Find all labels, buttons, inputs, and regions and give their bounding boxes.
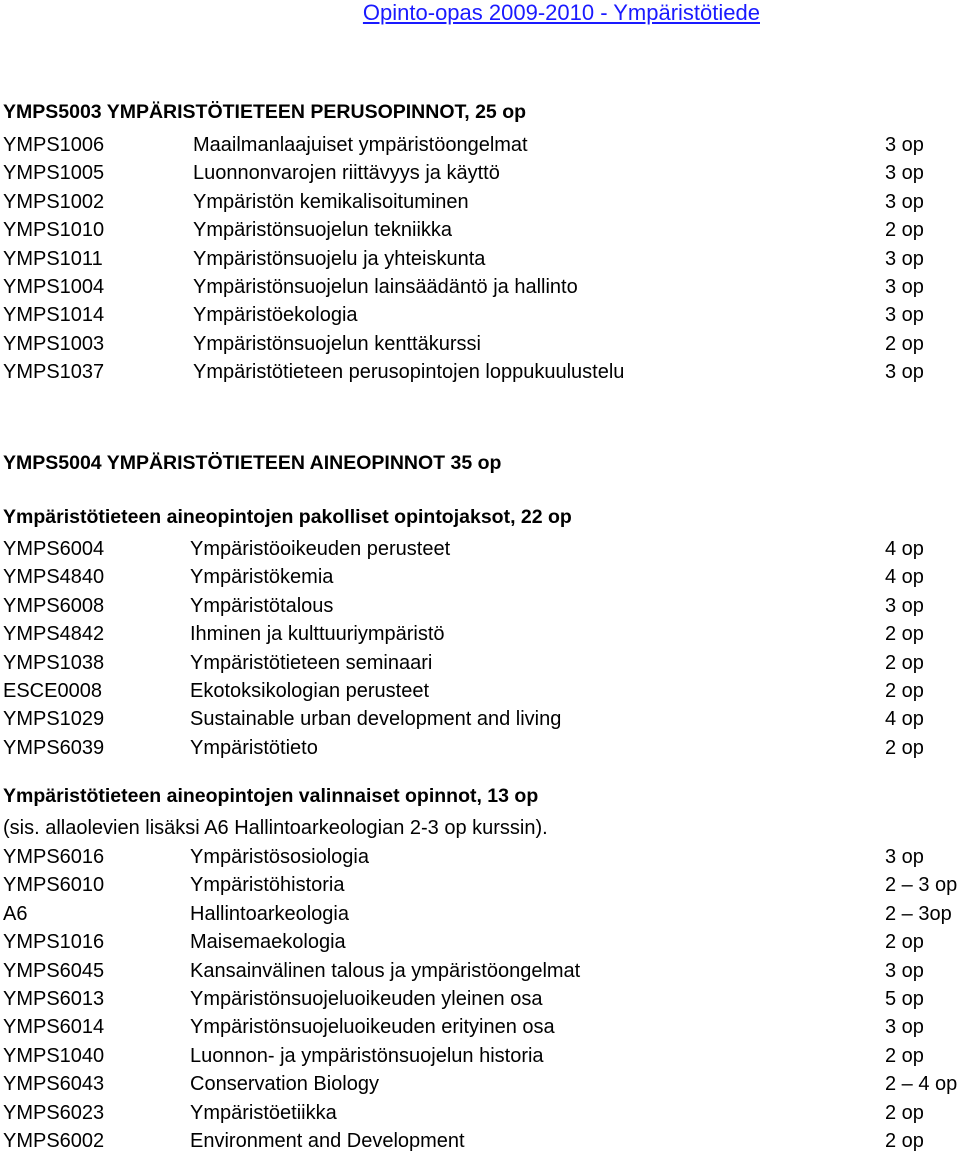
- course-credits: 4 op: [885, 538, 924, 560]
- course-code: YMPS1002: [3, 190, 105, 213]
- course-credits: 2 – 4 op: [885, 1073, 958, 1096]
- course-row: [3, 734, 960, 762]
- course-code: YMPS1003: [3, 332, 105, 355]
- elective-courses-heading: Ympäristötieteen aineopintojen valinnaiset opinnot, 13 op: [3, 785, 539, 807]
- course-code: YMPS1038: [3, 651, 105, 674]
- course-row: [3, 216, 960, 244]
- course-credits: 3 op: [885, 134, 924, 156]
- course-code: YMPS1010: [3, 219, 105, 242]
- course-credits: 5 op: [885, 987, 924, 1010]
- course-name: Ympäristöoikeuden perusteet: [190, 538, 451, 560]
- course-name: Ympäristönsuojeluoikeuden yleinen osa: [190, 987, 543, 1010]
- course-row: [3, 985, 960, 1013]
- course-code: YMPS6002: [3, 1129, 105, 1152]
- course-row: [3, 301, 960, 329]
- course-row: [3, 1127, 960, 1155]
- course-name: Ympäristötieto: [190, 736, 318, 759]
- course-row: [3, 131, 960, 159]
- course-credits: 3 op: [885, 594, 924, 617]
- course-name: Kansainvälinen talous ja ympäristöongelmat: [190, 959, 581, 982]
- course-credits: 2 – 3op: [885, 902, 952, 925]
- intermediate-studies-heading: YMPS5004 YMPÄRISTÖTIETEEN AINEOPINNOT 35 op: [3, 452, 502, 474]
- course-name: Ympäristöetiikka: [190, 1101, 337, 1124]
- course-code: YMPS1037: [3, 361, 105, 384]
- course-code: YMPS6043: [3, 1073, 105, 1096]
- course-name: Ympäristönsuojelu ja yhteiskunta: [193, 247, 486, 270]
- course-row: [3, 957, 960, 985]
- course-row: [3, 330, 960, 358]
- course-code: YMPS1016: [3, 931, 105, 954]
- course-code: YMPS6016: [3, 846, 105, 868]
- course-credits: 2 – 3 op: [885, 874, 958, 897]
- course-credits: 3 op: [885, 247, 924, 270]
- course-name: Conservation Biology: [190, 1073, 379, 1096]
- course-code: YMPS1011: [3, 247, 103, 270]
- course-name: Luonnon- ja ympäristönsuojelun historia: [190, 1044, 544, 1067]
- course-credits: 4 op: [885, 708, 924, 731]
- course-credits: 2 op: [885, 931, 924, 954]
- elective-course-list: [3, 843, 960, 1155]
- course-code: YMPS6039: [3, 736, 105, 759]
- course-credits: 3 op: [885, 361, 924, 384]
- course-row: [3, 592, 960, 620]
- course-code: YMPS4842: [3, 623, 105, 646]
- course-row: [3, 1070, 960, 1098]
- course-name: Ympäristöekologia: [193, 304, 358, 327]
- course-name: Ympäristösosiologia: [190, 846, 369, 868]
- course-credits: 2 op: [885, 1044, 924, 1067]
- course-name: Sustainable urban development and living: [190, 708, 562, 731]
- course-code: YMPS1005: [3, 162, 105, 185]
- course-code: YMPS6004: [3, 538, 105, 560]
- course-name: Ympäristönsuojeluoikeuden erityinen osa: [190, 1016, 555, 1039]
- course-code: YMPS6008: [3, 594, 105, 617]
- course-name: Ihminen ja kulttuuriympäristö: [190, 623, 445, 646]
- course-credits: 4 op: [885, 566, 924, 589]
- mandatory-course-list: [3, 535, 960, 762]
- course-row: [3, 677, 960, 705]
- course-code: YMPS6014: [3, 1016, 105, 1039]
- course-code: ESCE0008: [3, 679, 102, 702]
- course-name: Environment and Development: [190, 1129, 465, 1152]
- course-credits: 2 op: [885, 1101, 924, 1124]
- course-name: Ympäristönsuojelun kenttäkurssi: [193, 332, 481, 355]
- elective-courses-note: (sis. allaolevien lisäksi A6 Hallintoarkeologian 2-3 op kurssin).: [3, 817, 548, 839]
- course-name: Ympäristötieteen seminaari: [190, 651, 433, 674]
- course-name: Ekotoksikologian perusteet: [190, 679, 430, 702]
- course-name: Ympäristön kemikalisoituminen: [193, 190, 469, 213]
- course-name: Maailmanlaajuiset ympäristöongelmat: [193, 134, 528, 156]
- course-row: [3, 705, 960, 733]
- course-code: A6: [3, 902, 28, 925]
- course-row: [3, 1042, 960, 1070]
- course-row: [3, 188, 960, 216]
- course-row: [3, 1013, 960, 1041]
- course-credits: 3 op: [885, 1016, 924, 1039]
- course-credits: 2 op: [885, 219, 924, 242]
- course-credits: 2 op: [885, 679, 924, 702]
- course-row: [3, 620, 960, 648]
- course-code: YMPS1004: [3, 275, 105, 298]
- page-header-link[interactable]: Opinto-opas 2009-2010 - Ympäristötiede: [362, 0, 760, 25]
- course-code: YMPS6045: [3, 959, 105, 982]
- course-credits: 2 op: [885, 623, 924, 646]
- course-row: [3, 649, 960, 677]
- course-credits: 3 op: [885, 190, 924, 213]
- course-row: [3, 843, 960, 871]
- course-code: YMPS1040: [3, 1044, 105, 1067]
- course-row: [3, 928, 960, 956]
- course-row: [3, 159, 960, 187]
- course-credits: 3 op: [885, 304, 924, 327]
- course-code: YMPS1029: [3, 708, 105, 731]
- course-credits: 3 op: [885, 846, 924, 868]
- course-name: Ympäristönsuojelun lainsäädäntö ja hallinto: [193, 275, 578, 298]
- basic-studies-heading: YMPS5003 YMPÄRISTÖTIETEEN PERUSOPINNOT, 25 op: [3, 101, 527, 123]
- course-code: YMPS1014: [3, 304, 105, 327]
- course-row: [3, 871, 960, 899]
- course-credits: 3 op: [885, 275, 924, 298]
- course-name: Hallintoarkeologia: [190, 902, 349, 925]
- course-row: [3, 1099, 960, 1127]
- course-name: Ympäristötalous: [190, 594, 334, 617]
- course-name: Maisemaekologia: [190, 931, 346, 954]
- mandatory-courses-heading: Ympäristötieteen aineopintojen pakolliset opintojaksot, 22 op: [3, 506, 572, 528]
- course-code: YMPS6023: [3, 1101, 105, 1124]
- course-credits: 2 op: [885, 332, 924, 355]
- course-name: Ympäristöhistoria: [190, 874, 345, 897]
- course-credits: 3 op: [885, 959, 924, 982]
- course-row: [3, 563, 960, 591]
- course-row: [3, 245, 960, 273]
- course-code: YMPS6010: [3, 874, 105, 897]
- course-credits: 2 op: [885, 651, 924, 674]
- course-row: [3, 358, 960, 386]
- course-name: Ympäristönsuojelun tekniikka: [193, 219, 453, 242]
- course-credits: 3 op: [885, 162, 924, 185]
- course-credits: 2 op: [885, 1129, 924, 1152]
- course-code: YMPS4840: [3, 566, 105, 589]
- course-code: YMPS1006: [3, 134, 105, 156]
- course-credits: 2 op: [885, 736, 924, 759]
- basic-course-list: [3, 131, 960, 387]
- course-code: YMPS6013: [3, 987, 105, 1010]
- course-row: [3, 273, 960, 301]
- course-name: Luonnonvarojen riittävyys ja käyttö: [193, 162, 500, 185]
- course-name: Ympäristötieteen perusopintojen loppukuulustelu: [193, 361, 625, 384]
- course-name: Ympäristökemia: [190, 566, 334, 589]
- course-row: [3, 535, 960, 563]
- course-row: [3, 900, 960, 928]
